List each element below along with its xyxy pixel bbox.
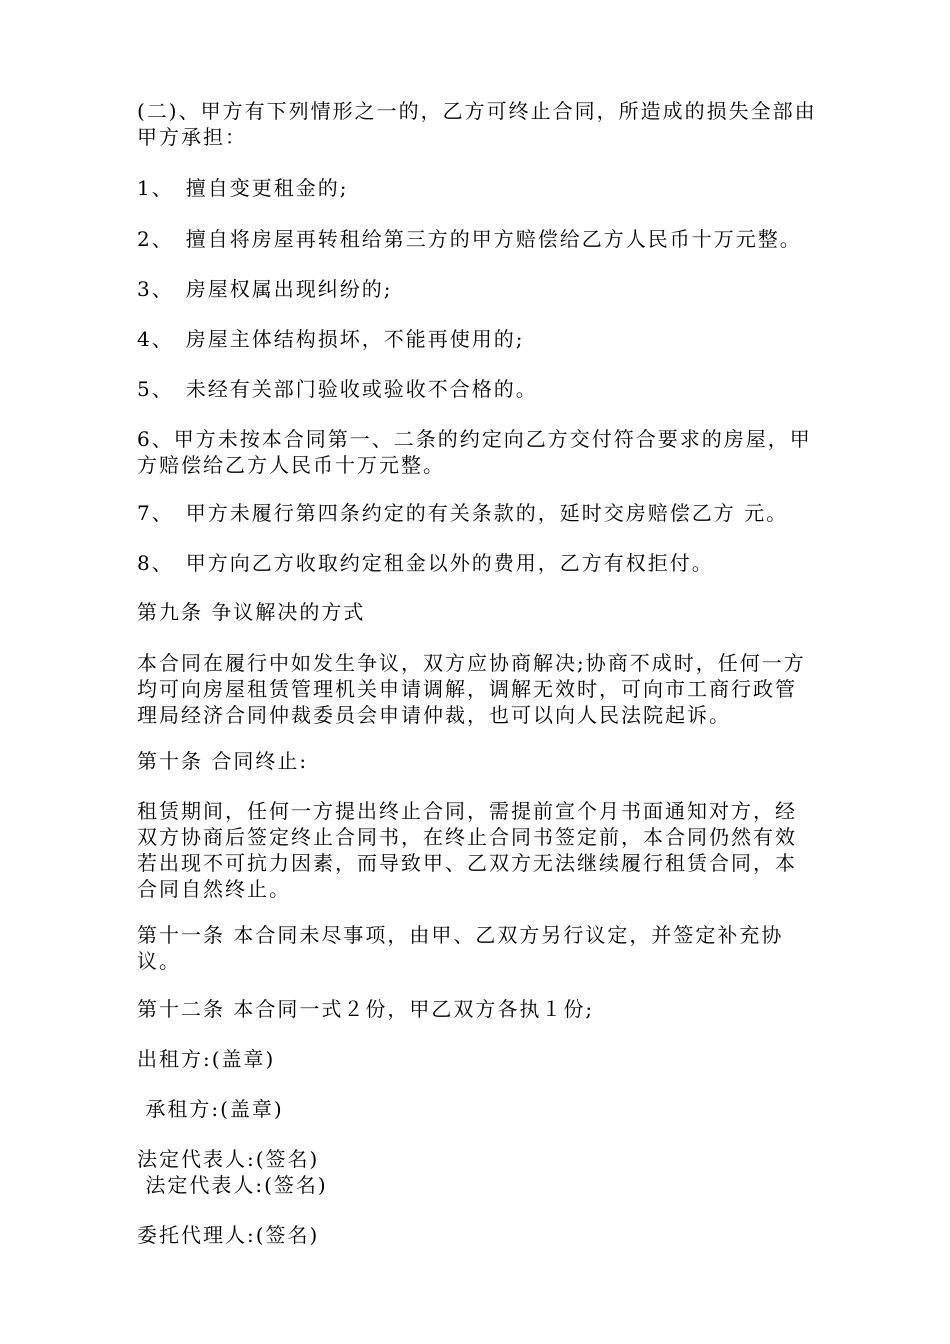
lessor-seal-line: 出租方:(盖章) <box>137 1047 276 1071</box>
list-item-2: 2、 擅自将房屋再转租给第三方的甲方赔偿给乙方人民币十万元整。 <box>137 227 802 251</box>
lessee-legal-rep-line: 法定代表人:(签名) <box>137 1173 328 1197</box>
lessee-seal-line: 承租方:(盖章) <box>137 1097 284 1121</box>
article-11: 第十一条 本合同未尽事项，由甲、乙双方另行议定，并签定补充协议。 <box>137 923 784 973</box>
article-9-heading: 第九条 争议解决的方式 <box>137 600 366 624</box>
lessor-legal-rep-line: 法定代表人:(签名) <box>137 1147 320 1171</box>
list-item-5: 5、 未经有关部门验收或验收不合格的。 <box>137 377 538 401</box>
authorized-agent-line: 委托代理人:(签名) <box>137 1223 320 1247</box>
list-item-6: 6、甲方未按本合同第一、二条的约定向乙方交付符合要求的房屋，甲方赔偿给乙方人民币十万元整。 <box>137 427 812 477</box>
article-10-heading: 第十条 合同终止: <box>137 749 309 773</box>
article-12: 第十二条 本合同一式２份，甲乙双方各执１份; <box>137 997 595 1021</box>
list-item-7: 7、 甲方未履行第四条约定的有关条款的，延时交房赔偿乙方 元。 <box>137 501 789 525</box>
article-10-body: 租赁期间，任何一方提出终止合同，需提前宣个月书面通知对方，经双方协商后签定终止合同书，在终止合同书签定前，本合同仍然有效若出现不可抗力因素，而导致甲、乙双方无法继续履行租赁合同，本合同自然终止。 <box>137 799 797 901</box>
list-item-3: 3、 房屋权属出现纠纷的; <box>137 277 393 301</box>
article-9-body: 本合同在履行中如发生争议，双方应协商解决;协商不成时，任何一方均可向房屋租赁管理机关申请调解，调解无效时，可向市工商行政管理局经济合同仲裁委员会申请仲裁，也可以向人民法院起诉。 <box>137 651 806 727</box>
list-item-8: 8、 甲方向乙方收取约定租金以外的费用，乙方有权拒付。 <box>137 551 714 575</box>
clause-2-termination-heading: (二)、甲方有下列情形之一的，乙方可终止合同，所造成的损失全部由甲方承担： <box>137 99 817 149</box>
list-item-4: 4、 房屋主体结构损坏，不能再使用的; <box>137 327 525 351</box>
list-item-1: 1、 擅自变更租金的; <box>137 176 349 200</box>
